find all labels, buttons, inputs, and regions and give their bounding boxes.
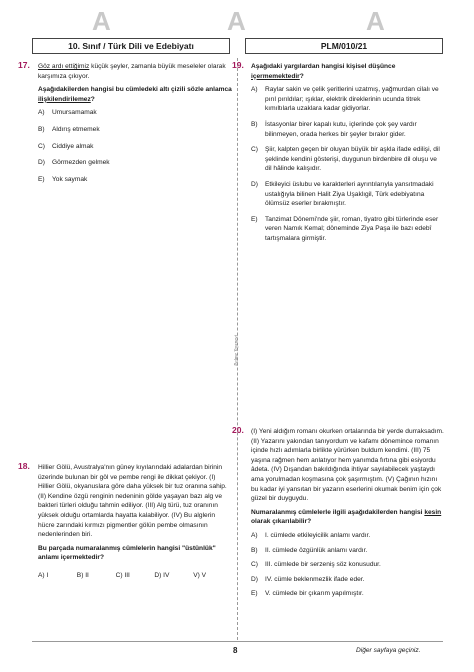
option-text: Aldırış etmemek [52,125,100,133]
publisher-name: Palme Yayınevi [234,335,240,366]
stem-text: Hillier Gölü, Avustralya'nın güney kıyılarındaki adalardan birinin üzerinde bulunan bir göl ve pembe rengi ile dikkat çekiyor. (I) Hillier Gölü, okyanuslara göre daha yüksek bir tuz oranına sahip. (II) Kendine özgü renginin nedeninin gölde yaşayan bazı alg ve bakteri türleri olduğu tahmin ediliyor. (III) Alg türü, tuz oranının yüksek olduğu ortamlarda hayatta kalabiliyor. (IV) Bu alglerin hücre zarındaki kırmızı pigmentler gölün pembe olmasının nedenlerinden biri. [38,464,227,539]
booklet-letters [0,6,474,36]
option-label: B) [251,120,258,128]
option-label: D) [251,180,258,188]
option-text: Ciddiye almak [52,142,94,150]
option-label: D) [251,575,258,583]
option-b[interactable] [251,546,445,556]
question-text: Aşağıdaki yargılardan hangisi kişisel düşünce [251,63,396,70]
option-label: B) [251,546,258,554]
publisher-vertical-label [231,322,243,382]
answer-options [38,108,232,184]
option-text: V. cümlede bir çıkarım yapılmıştır. [265,590,364,598]
question-number: 17. [18,60,30,70]
option-text: IV. cümle beklenmezlik ifade eder. [265,575,365,583]
answer-options [251,85,445,243]
option-c[interactable] [251,560,445,570]
question-number: 20. [232,425,244,435]
question-18 [18,461,232,581]
option-label: A) [38,109,45,117]
question-20 [232,425,445,604]
booklet-letter: A [92,6,111,36]
option-a[interactable] [38,108,232,118]
answer-options [38,571,232,581]
question-text: Numaralanmış cümlelerle ilgili aşağıdakilerden hangisi [251,508,425,516]
question-text: Bu parçada numaralanmış cümlelerin hangisi "üstünlük" anlamı içermektedir? [38,544,216,562]
question-stem [38,62,232,104]
option-a[interactable] [251,531,445,541]
option-a[interactable] [251,85,445,114]
question-underline: içermemektedir [251,72,300,80]
option-c[interactable]: C) III [115,571,130,579]
option-text: II. cümlede özgünlük anlamı vardır. [265,546,368,554]
option-text: Yok saymak [52,175,88,183]
option-c[interactable] [38,142,232,152]
question-stem [251,427,445,527]
subject-header: 10. Sınıf / Türk Dili ve Edebiyatı [32,38,230,54]
option-a[interactable]: A) I [38,571,49,579]
option-text: Umursamamak [52,109,97,117]
option-label: A) [251,86,258,94]
question-number: 18. [18,461,30,471]
booklet-letter: A [366,6,385,36]
option-label: D) [38,159,45,167]
option-label: B) [38,125,45,133]
option-label: E) [38,175,45,183]
question-17 [18,60,232,191]
question-underline: ilişkilendirilemez [38,95,91,103]
question-stem [251,62,445,81]
option-b[interactable] [251,120,445,139]
stem-text: küçük şeyler, zamanla büyük meseleler olarak karşımıza çıkıyor. [38,63,226,80]
option-text: Etkileyici üslubu ve karakterleri ayrıntılarıyla yansıtmadaki ustalığıyla bilinen Halit Ziya Uşaklıgil, Türk edebiyatına ölümsüz eserler bırakmıştır. [265,180,434,208]
option-text: Tanzimat Dönemi'nde şiir, roman, tiyatro gibi türlerinde eser veren Namık Kemal; döneminde Ziya Paşa ile bazı edebî tartışmalara girmiştir. [265,215,439,242]
option-e[interactable] [251,215,445,244]
option-label: E) [251,215,258,223]
question-underline: kesin [424,508,442,516]
question-text: Aşağıdakilerden hangisi bu cümledeki altı çizili sözle anlamca [38,86,232,94]
option-label: C) [251,146,258,154]
option-label: C) [251,561,258,569]
option-b[interactable]: B) II [76,571,89,579]
option-text: I. cümlede etkileyicilik anlamı vardır. [265,531,371,539]
question-stem [38,463,232,563]
option-text: Görmezden gelmek [52,159,110,167]
option-label: E) [251,590,258,598]
option-d[interactable]: D) IV [154,571,170,579]
option-text: İstasyonlar birer kapalı kutu, içlerinde çok şey vardır bilinmeyen, orada herkes bir şeyler bırakır gider. [265,120,417,138]
booklet-letter: A [227,6,246,36]
page-footer [0,646,474,660]
question-text-end: ? [299,72,304,80]
question-number: 19. [232,60,244,70]
option-e[interactable] [38,175,232,185]
stem-text: (I) Yeni aldığım romanı okurken ortalarında bir yerde durraksadım. (II) Yazarını yakından tanıyordum ve kafamı dönemince romanın içinde hızlı adımlarla birlikte yürürken buldum kendimi. (III) 75 yaşına rağmen hem anlatıyor hem yanımda fırtına gibi esiyordu âdeta. (IV) Dışandan bakıldığında ihtiyar sayılabilecek yaştaydı ama yorulmadan koşmasına çok şaşırmıştım. (V) Çağının hızını bu kadar iyi yansıtan bir yazarın eserlerini okumak benim için çok güzel bir duyguydu. [251,428,444,503]
option-text: Raylar sakin ve çelik şeritlerini uzatmış, yağmurdan cilalı ve pırıl pırıldılar; ışıklar, elektrik direklerinin ucunda titrek kımıltılarla uzaklara kadar gidiyorlar. [265,86,439,113]
footer-divider [32,641,443,642]
option-d[interactable] [38,158,232,168]
option-text: Şiir, kalpten geçen bir oluyan büyük bir aşkla ifade edilişi, dil şeklinde kendini gösterişi, duygunun birdenbire dil oluşu ve dil hâlinde kalışıdır. [265,146,440,173]
option-text: III. cümlede bir serzeniş söz konusudur. [265,561,381,569]
underlined-phrase: Göz ardı ettiğimiz [38,63,90,70]
page-number: 8 [233,646,238,655]
option-c[interactable] [251,145,445,174]
question-text-end: ? [90,95,95,103]
option-e[interactable] [251,589,445,599]
option-e[interactable]: V) V [193,571,207,579]
option-b[interactable] [38,125,232,135]
exam-code-header: PLM/010/21 [245,38,443,54]
next-page-note: Diğer sayfaya geçiniz. [356,647,421,654]
option-label: A) [251,531,258,539]
answer-options [251,531,445,599]
option-d[interactable] [251,575,445,585]
question-text-end: olarak çıkarılabilir? [251,518,312,526]
option-label: C) [38,142,45,150]
question-19 [232,60,445,250]
option-d[interactable] [251,180,445,209]
